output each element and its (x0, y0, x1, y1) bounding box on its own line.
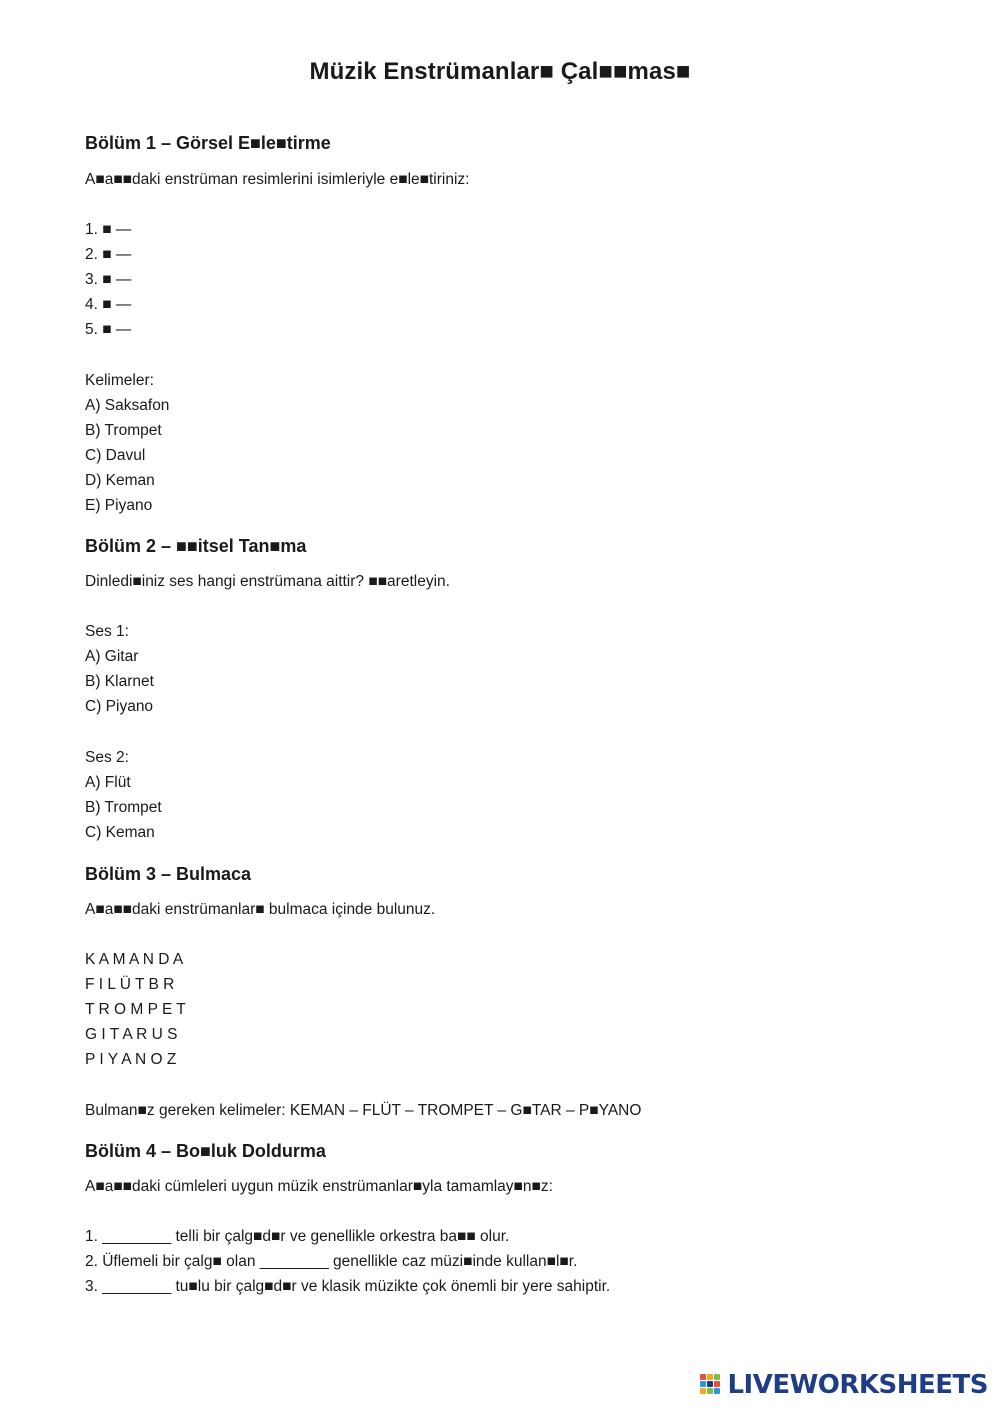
sound-1-option: A) Gitar (85, 648, 139, 665)
fill-sentence: 2. Üflemeli bir çalg■ olan ________ genellikle caz müzi■inde kullan■l■r. (85, 1253, 578, 1270)
sound-1-option: C) Piyano (85, 698, 154, 715)
word-option: A) Saksafon (85, 397, 170, 414)
sound-2-option: C) Keman (85, 824, 155, 841)
puzzle-row: F I L Ü T B R (85, 976, 175, 993)
logo-square (714, 1374, 720, 1380)
puzzle-row: K A M A N D A (85, 951, 184, 968)
liveworksheets-logo-icon (700, 1374, 724, 1396)
page-title: Müzik Enstrümanlar■ Çal■■mas■ (309, 58, 691, 85)
logo-square (700, 1381, 706, 1387)
logo-square (714, 1381, 720, 1387)
section-4-instruction: A■a■■daki cümleleri uygun müzik enstrümanlar■yla tamamlay■n■z: (85, 1178, 553, 1195)
word-option: B) Trompet (85, 422, 162, 439)
word-option: D) Keman (85, 472, 155, 489)
words-to-find: Bulman■z gereken kelimeler: KEMAN – FLÜT – TROMPET – G■TAR – P■YANO (85, 1102, 642, 1119)
sound-1-option: B) Klarnet (85, 673, 154, 690)
match-item: 3. ■ — (85, 271, 132, 288)
puzzle-row: T R O M P E T (85, 1001, 186, 1018)
word-option: C) Davul (85, 447, 146, 464)
sound-2-label: Ses 2: (85, 749, 129, 766)
brand-text: LIVEWORKSHEETS (727, 1370, 988, 1400)
logo-square (700, 1374, 706, 1380)
match-item: 2. ■ — (85, 246, 132, 263)
section-1-heading: Bölüm 1 – Görsel E■le■tirme (85, 133, 331, 153)
section-4-heading: Bölüm 4 – Bo■luk Doldurma (85, 1141, 326, 1161)
fill-sentence: 3. ________ tu■lu bir çalg■d■r ve klasik müzikte çok önemli bir yere sahiptir. (85, 1278, 611, 1295)
section-2-instruction: Dinledi■iniz ses hangi enstrümana aittir? ■■aretleyin. (85, 573, 450, 590)
match-item: 1. ■ — (85, 221, 132, 238)
match-item: 5. ■ — (85, 321, 132, 338)
puzzle-row: P I Y A N O Z (85, 1051, 177, 1068)
liveworksheets-brand[interactable] (700, 1370, 988, 1400)
logo-square (707, 1374, 713, 1380)
section-3-instruction: A■a■■daki enstrümanlar■ bulmaca içinde bulunuz. (85, 901, 436, 918)
section-3-heading: Bölüm 3 – Bulmaca (85, 864, 252, 884)
word-option: E) Piyano (85, 497, 153, 514)
logo-square (714, 1388, 720, 1394)
match-item: 4. ■ — (85, 296, 132, 313)
section-2-heading: Bölüm 2 – ■■itsel Tan■ma (85, 536, 307, 556)
logo-square (707, 1388, 713, 1394)
sound-2-option: B) Trompet (85, 799, 162, 816)
words-label: Kelimeler: (85, 372, 154, 389)
sound-1-label: Ses 1: (85, 623, 129, 640)
logo-square (707, 1381, 713, 1387)
sound-2-option: A) Flüt (85, 774, 131, 791)
logo-square (700, 1388, 706, 1394)
fill-sentence: 1. ________ telli bir çalg■d■r ve genellikle orkestra ba■■ olur. (85, 1228, 510, 1245)
puzzle-row: G I T A R U S (85, 1026, 178, 1043)
section-1-instruction: A■a■■daki enstrüman resimlerini isimleriyle e■le■tiriniz: (85, 171, 470, 188)
